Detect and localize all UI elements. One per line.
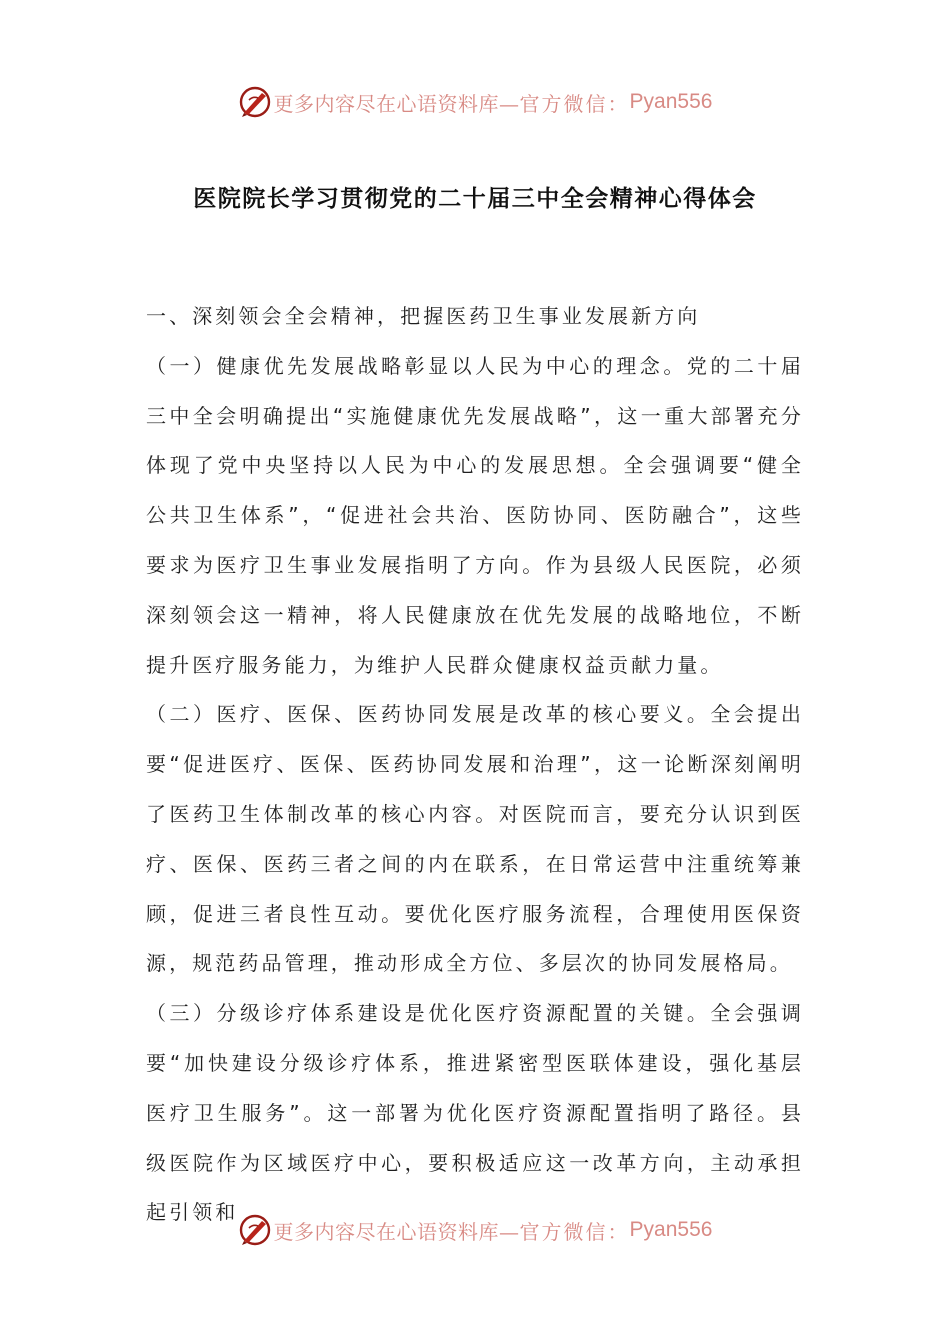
pen-logo-icon [238, 85, 272, 119]
banner-text: 更多内容尽在心语资料库— [273, 1219, 520, 1244]
pen-logo-icon [238, 1213, 272, 1247]
paragraph-3: （三）分级诊疗体系建设是优化医疗资源配置的关键。全会强调要“加快建设分级诊疗体系，推进紧密型医联体建设，强化基层医疗卫生服务”。这一部署为优化医疗资源配置指明了路径。县级医院作为区域医疗中心，要积极适应这一改革方向，主动承担起引领和 [146, 1001, 804, 1225]
document-title: 医院院长学习贯彻党的二十届三中全会精神心得体会 [193, 186, 757, 212]
banner-wechat-label: 官方微信： [519, 91, 630, 116]
footer-banner [0, 1212, 950, 1248]
banner-wechat-id: Pyan556 [629, 1218, 713, 1241]
banner-wechat-label: 官方微信： [519, 1219, 630, 1244]
paragraph-2: （二）医疗、医保、医药协同发展是改革的核心要义。全会提出要“促进医疗、医保、医药协同发展和治理”，这一论断深刻阐明了医药卫生体制改革的核心内容。对医院而言，要充分认识到医疗、医保、医药三者之间的内在联系，在日常运营中注重统筹兼顾，促进三者良性互动。要优化医疗服务流程，合理使用医保资源，规范药品管理，推动形成全方位、多层次的协同发展格局。 [146, 702, 804, 976]
header-banner [0, 84, 950, 120]
document-body [146, 292, 804, 1238]
section-heading: 一、深刻领会全会精神，把握医药卫生事业发展新方向 [146, 304, 701, 328]
banner-wechat-id: Pyan556 [629, 90, 713, 113]
paragraph-1: （一）健康优先发展战略彰显以人民为中心的理念。党的二十届三中全会明确提出“实施健康优先发展战略”，这一重大部署充分体现了党中央坚持以人民为中心的发展思想。全会强调要“健全公共卫生体系”，“促进社会共治、医防协同、医防融合”，这些要求为医疗卫生事业发展指明了方向。作为县级人民医院，必须深刻领会这一精神，将人民健康放在优先发展的战略地位，不断提升医疗服务能力，为维护人民群众健康权益贡献力量。 [146, 353, 804, 677]
banner-text: 更多内容尽在心语资料库— [273, 91, 520, 116]
